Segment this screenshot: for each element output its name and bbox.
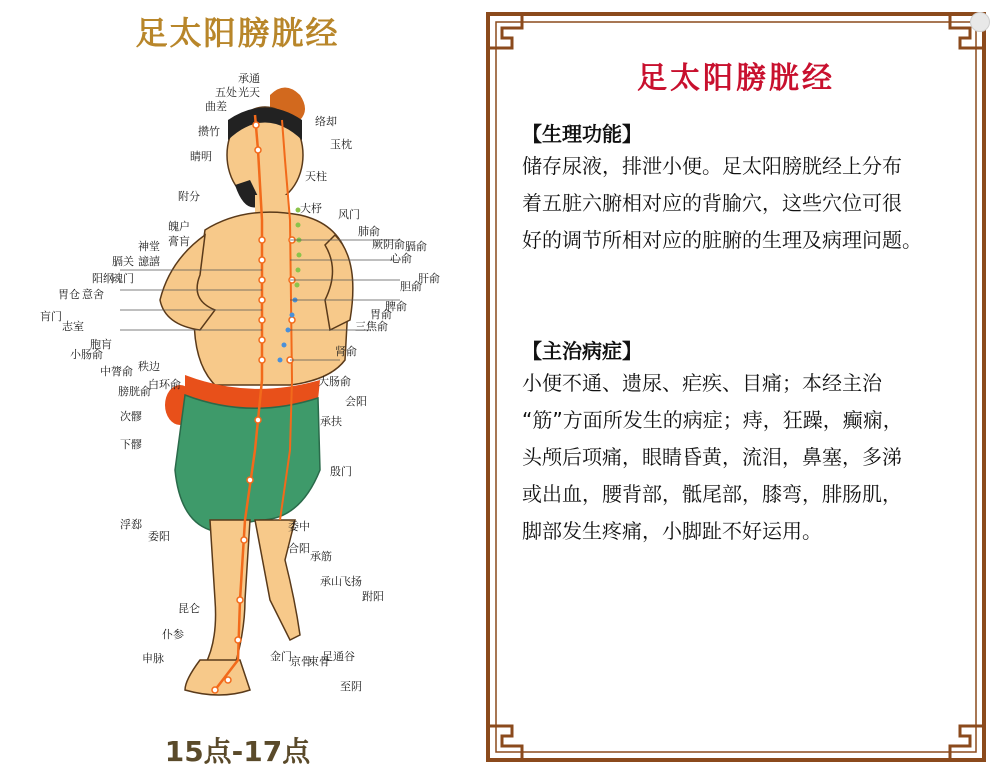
acupoint-label: 膈关 xyxy=(112,255,134,268)
acupoint-label: 承扶 xyxy=(320,415,342,428)
acupoint-label: 昆仑 xyxy=(178,602,200,615)
acupoint-label: 下髎 xyxy=(120,438,142,451)
meridian-figure xyxy=(0,0,475,771)
acupoint-label: 束骨 xyxy=(308,655,330,668)
acupoint-label: 魄户 xyxy=(168,220,190,233)
acupoint-label: 合阳 xyxy=(288,542,310,555)
acupoint-label: 委中 xyxy=(288,520,310,533)
card-title: 足太阳膀胱经 xyxy=(637,61,835,96)
acupoint-label: 膀胱俞 xyxy=(118,385,151,398)
acupoint-label: 承通 xyxy=(238,72,260,85)
acupoint-label: 络却 xyxy=(315,115,337,128)
text-line: 或出血，腰背部，骶尾部，膝弯，腓肠肌， xyxy=(522,482,902,506)
acupoint-label: 金门 xyxy=(270,650,292,663)
chart-title: 足太阳膀胱经 xyxy=(135,14,340,52)
acupoint-label: 膏肓 xyxy=(168,235,190,248)
acupoint-label: 跗阳 xyxy=(362,590,384,603)
acupoint-label: 浮郄 xyxy=(120,518,142,531)
acupoint-chart-panel xyxy=(0,0,475,771)
acupoint-label: 中膂俞 xyxy=(100,365,133,378)
acupoint-label: 秩边 xyxy=(138,360,160,373)
acupoint-label: 附分 xyxy=(178,190,200,203)
acupoint-label: 神堂 xyxy=(138,240,160,253)
section-heading-indications: 【主治病症】 xyxy=(522,339,642,363)
time-range: 15点-17点 xyxy=(164,735,311,768)
acupoint-label: 肺俞 xyxy=(358,225,380,238)
acupoint-label: 白环俞 xyxy=(148,378,181,391)
acupoint-label: 委阳 xyxy=(148,530,170,543)
acupoint-label: 殷门 xyxy=(330,465,352,478)
acupoint-label: 肝俞 xyxy=(418,272,440,285)
acupoint-label: 胃俞 xyxy=(370,308,392,321)
acupoint-label: 脾俞 xyxy=(385,300,407,313)
acupoint-label: 曲差 xyxy=(205,100,227,113)
acupoint-label: 阳纲 xyxy=(92,272,114,285)
acupoint-label: 肓门 xyxy=(40,310,62,323)
acupoint-label: 大杼 xyxy=(300,202,322,215)
section-body-function xyxy=(522,148,962,259)
acupoint-label: 膈俞 xyxy=(405,240,427,253)
scroll-indicator[interactable] xyxy=(970,12,990,32)
acupoint-labels-left xyxy=(40,189,200,665)
acupoint-label: 譩譆 xyxy=(138,255,160,268)
acupoint-label: 光天 xyxy=(238,86,260,99)
acupoint-label: 承山 xyxy=(320,575,342,588)
acupoint-label: 承筋 xyxy=(310,550,332,563)
text-line: “筋”方面所发生的病症；痔，狂躁，癫痫， xyxy=(522,408,903,432)
acupoint-label: 厥阴俞 xyxy=(372,238,405,251)
acupoint-label: 至阴 xyxy=(340,680,362,693)
acupoint-label: 小肠俞 xyxy=(70,348,103,361)
acupoint-label: 三焦俞 xyxy=(355,320,388,333)
acupoint-label: 攒竹 xyxy=(198,125,220,138)
acupoint-label: 肾俞 xyxy=(335,345,357,358)
text-line: 储存尿液，排泄小便。足太阳膀胱经上分布 xyxy=(522,154,902,178)
acupoint-label: 次髎 xyxy=(120,410,142,423)
acupoint-label: 足通谷 xyxy=(322,650,355,663)
acupoint-label: 会阳 xyxy=(345,395,367,408)
section-body-indications xyxy=(522,365,962,550)
acupoint-label: 志室 xyxy=(62,320,84,333)
acupoint-label: 睛明 xyxy=(190,150,212,163)
acupoint-label: 飞扬 xyxy=(340,575,362,588)
acupoint-label: 胃仓 xyxy=(58,288,80,301)
text-line: 小便不通、遗尿、疟疾、目痛；本经主治 xyxy=(522,371,882,395)
acupoint-label: 仆参 xyxy=(162,628,184,641)
text-line: 脚部发生疼痛，小脚趾不好运用。 xyxy=(522,519,822,543)
section-heading-function: 【生理功能】 xyxy=(522,122,642,146)
acupoint-label: 五处 xyxy=(215,86,237,99)
acupoint-label: 心俞 xyxy=(390,252,412,265)
acupoint-label: 大肠俞 xyxy=(318,375,351,388)
acupoint-label: 胞肓 xyxy=(90,338,112,351)
text-line: 头颅后项痛，眼睛昏黄，流泪，鼻塞，多涕 xyxy=(522,445,902,469)
text-line: 好的调节所相对应的脏腑的生理及病理问题。 xyxy=(522,228,922,252)
acupoint-label: 京骨 xyxy=(290,655,312,668)
acupoint-label: 风门 xyxy=(338,208,360,221)
acupoint-label: 魂门 xyxy=(112,272,134,285)
acupoint-label: 申脉 xyxy=(142,652,164,665)
acupoint-label: 玉枕 xyxy=(330,138,352,151)
info-card xyxy=(482,8,990,766)
acupoint-label: 天柱 xyxy=(305,170,327,183)
acupoint-label: 意舍 xyxy=(82,288,104,301)
acupoint-label: 胆俞 xyxy=(400,280,422,293)
right-leg xyxy=(255,520,300,640)
text-line: 着五脏六腑相对应的背腧穴，这些穴位可很 xyxy=(522,191,902,215)
